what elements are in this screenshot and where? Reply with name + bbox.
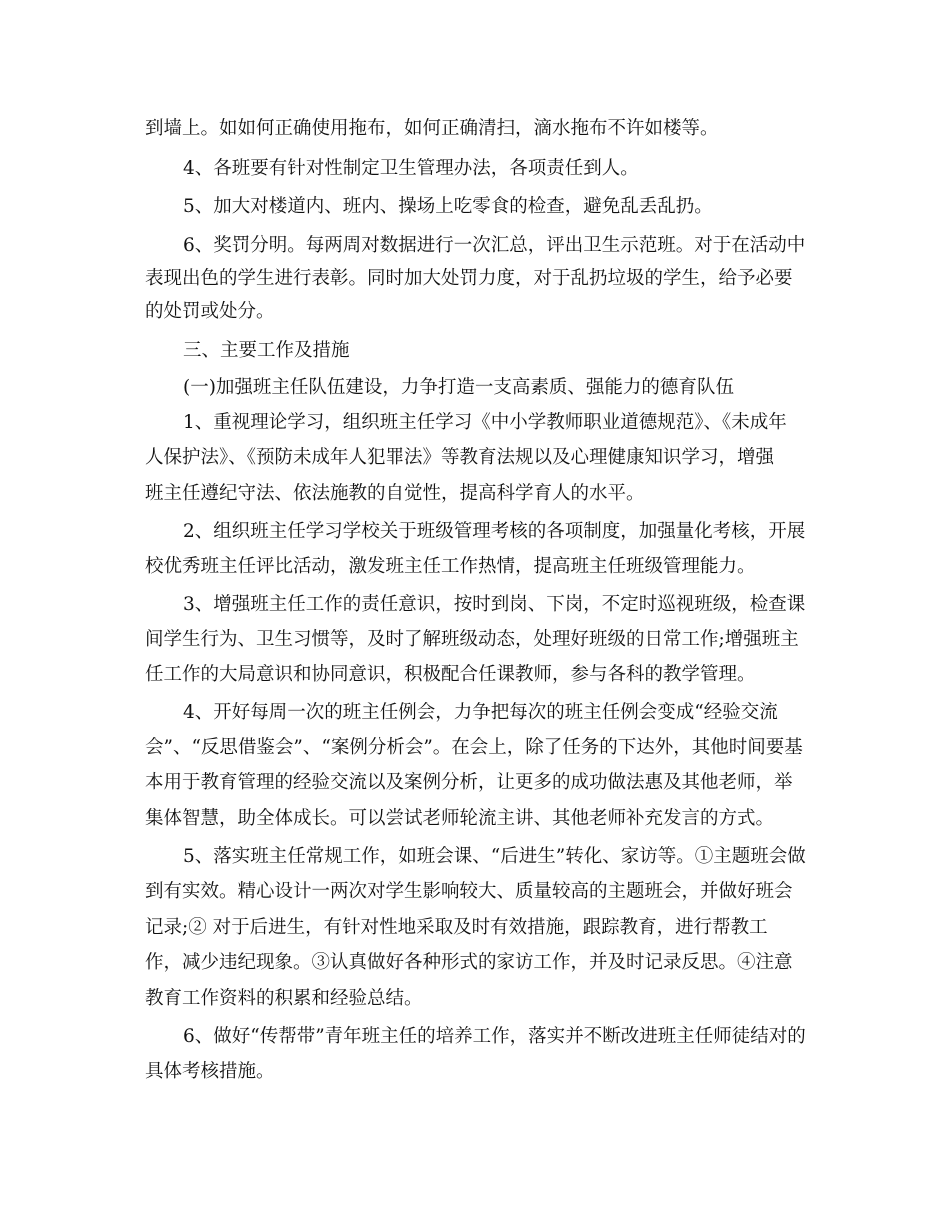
subsection-heading: (一)加强班主任队伍建设，力争打造一支高素质、强能力的德育队伍 [183,377,734,398]
section-heading: 三、主要工作及措施 [183,340,350,361]
text-line: 6、奖罚分明。每两周对数据进行一次汇总，评出卫生示范班。对于在活动中 [183,235,806,256]
text-line: 校优秀班主任评比活动，激发班主任工作热情，提高班主任班级管理能力。 [145,556,756,577]
text-line: 到有实效。精心设计一两次对学生影响较大、质量较高的主题班会，并做好班会 [145,881,793,902]
text-line: 间学生行为、卫生习惯等，及时了解班级动态，处理好班级的日常工作;增强班主 [145,629,799,650]
text-line: 集体智慧，助全体成长。可以尝试老师轮流主讲、其他老师补充发言的方式。 [145,808,775,829]
text-line: 3、增强班主任工作的责任意识，按时到岗、下岗，不定时巡视班级，检查课 [183,594,806,615]
text-line: 1、重视理论学习，组织班主任学习《中小学教师职业道德规范》、《未成年 [183,412,787,433]
text-line: 任工作的大局意识和协同意识，积极配合任课教师，参与各科的教学管理。 [145,664,756,685]
text-line: 的处罚或处分。 [145,301,275,322]
text-line: 5、加大对楼道内、班内、操场上吃零食的检查，避免乱丢乱扔。 [183,196,713,217]
text-line: 人保护法》、《预防未成年人犯罪法》等教育法规以及心理健康知识学习，增强 [145,447,775,468]
text-line: 作，减少违纪现象。③认真做好各种形式的家访工作，并及时记录反思。④注意 [145,952,793,973]
text-line: 4、各班要有针对性制定卫生管理办法，各项责任到人。 [183,158,639,179]
text-line: 4、开好每周一次的班主任例会，力争把每次的班主任例会变成“经验交流 [183,702,778,723]
text-line: 会”、“反思借鉴会”、“案例分析会”。在会上，除了任务的下达外，其他时间要基 [145,737,803,758]
text-line: 具体考核措施。 [145,1061,275,1082]
text-line: 记录;② 对于后进生，有针对性地采取及时有效措施，跟踪教育，进行帮教工 [145,917,768,938]
text-line: 5、落实班主任常规工作，如班会课、“后进生”转化、家访等。①主题班会做 [183,846,806,867]
text-line: 到墙上。如如何正确使用拖布，如何正确清扫，滴水拖布不许如楼等。 [145,118,719,139]
text-line: 本用于教育管理的经验交流以及案例分析，让更多的成功做法惠及其他老师，举 [145,772,793,793]
text-line: 2、组织班主任学习学校关于班级管理考核的各项制度，加强量化考核，开展 [183,521,806,542]
text-line: 表现出色的学生进行表彰。同时加大处罚力度，对于乱扔垃圾的学生，给予必要 [145,268,793,289]
text-line: 6、做好“传帮带”青年班主任的培养工作，落实并不断改进班主任师徒结对的 [183,1026,806,1047]
text-line: 班主任遵纪守法、依法施教的自觉性，提高科学育人的水平。 [145,483,645,504]
text-line: 教育工作资料的积累和经验总结。 [145,988,423,1009]
